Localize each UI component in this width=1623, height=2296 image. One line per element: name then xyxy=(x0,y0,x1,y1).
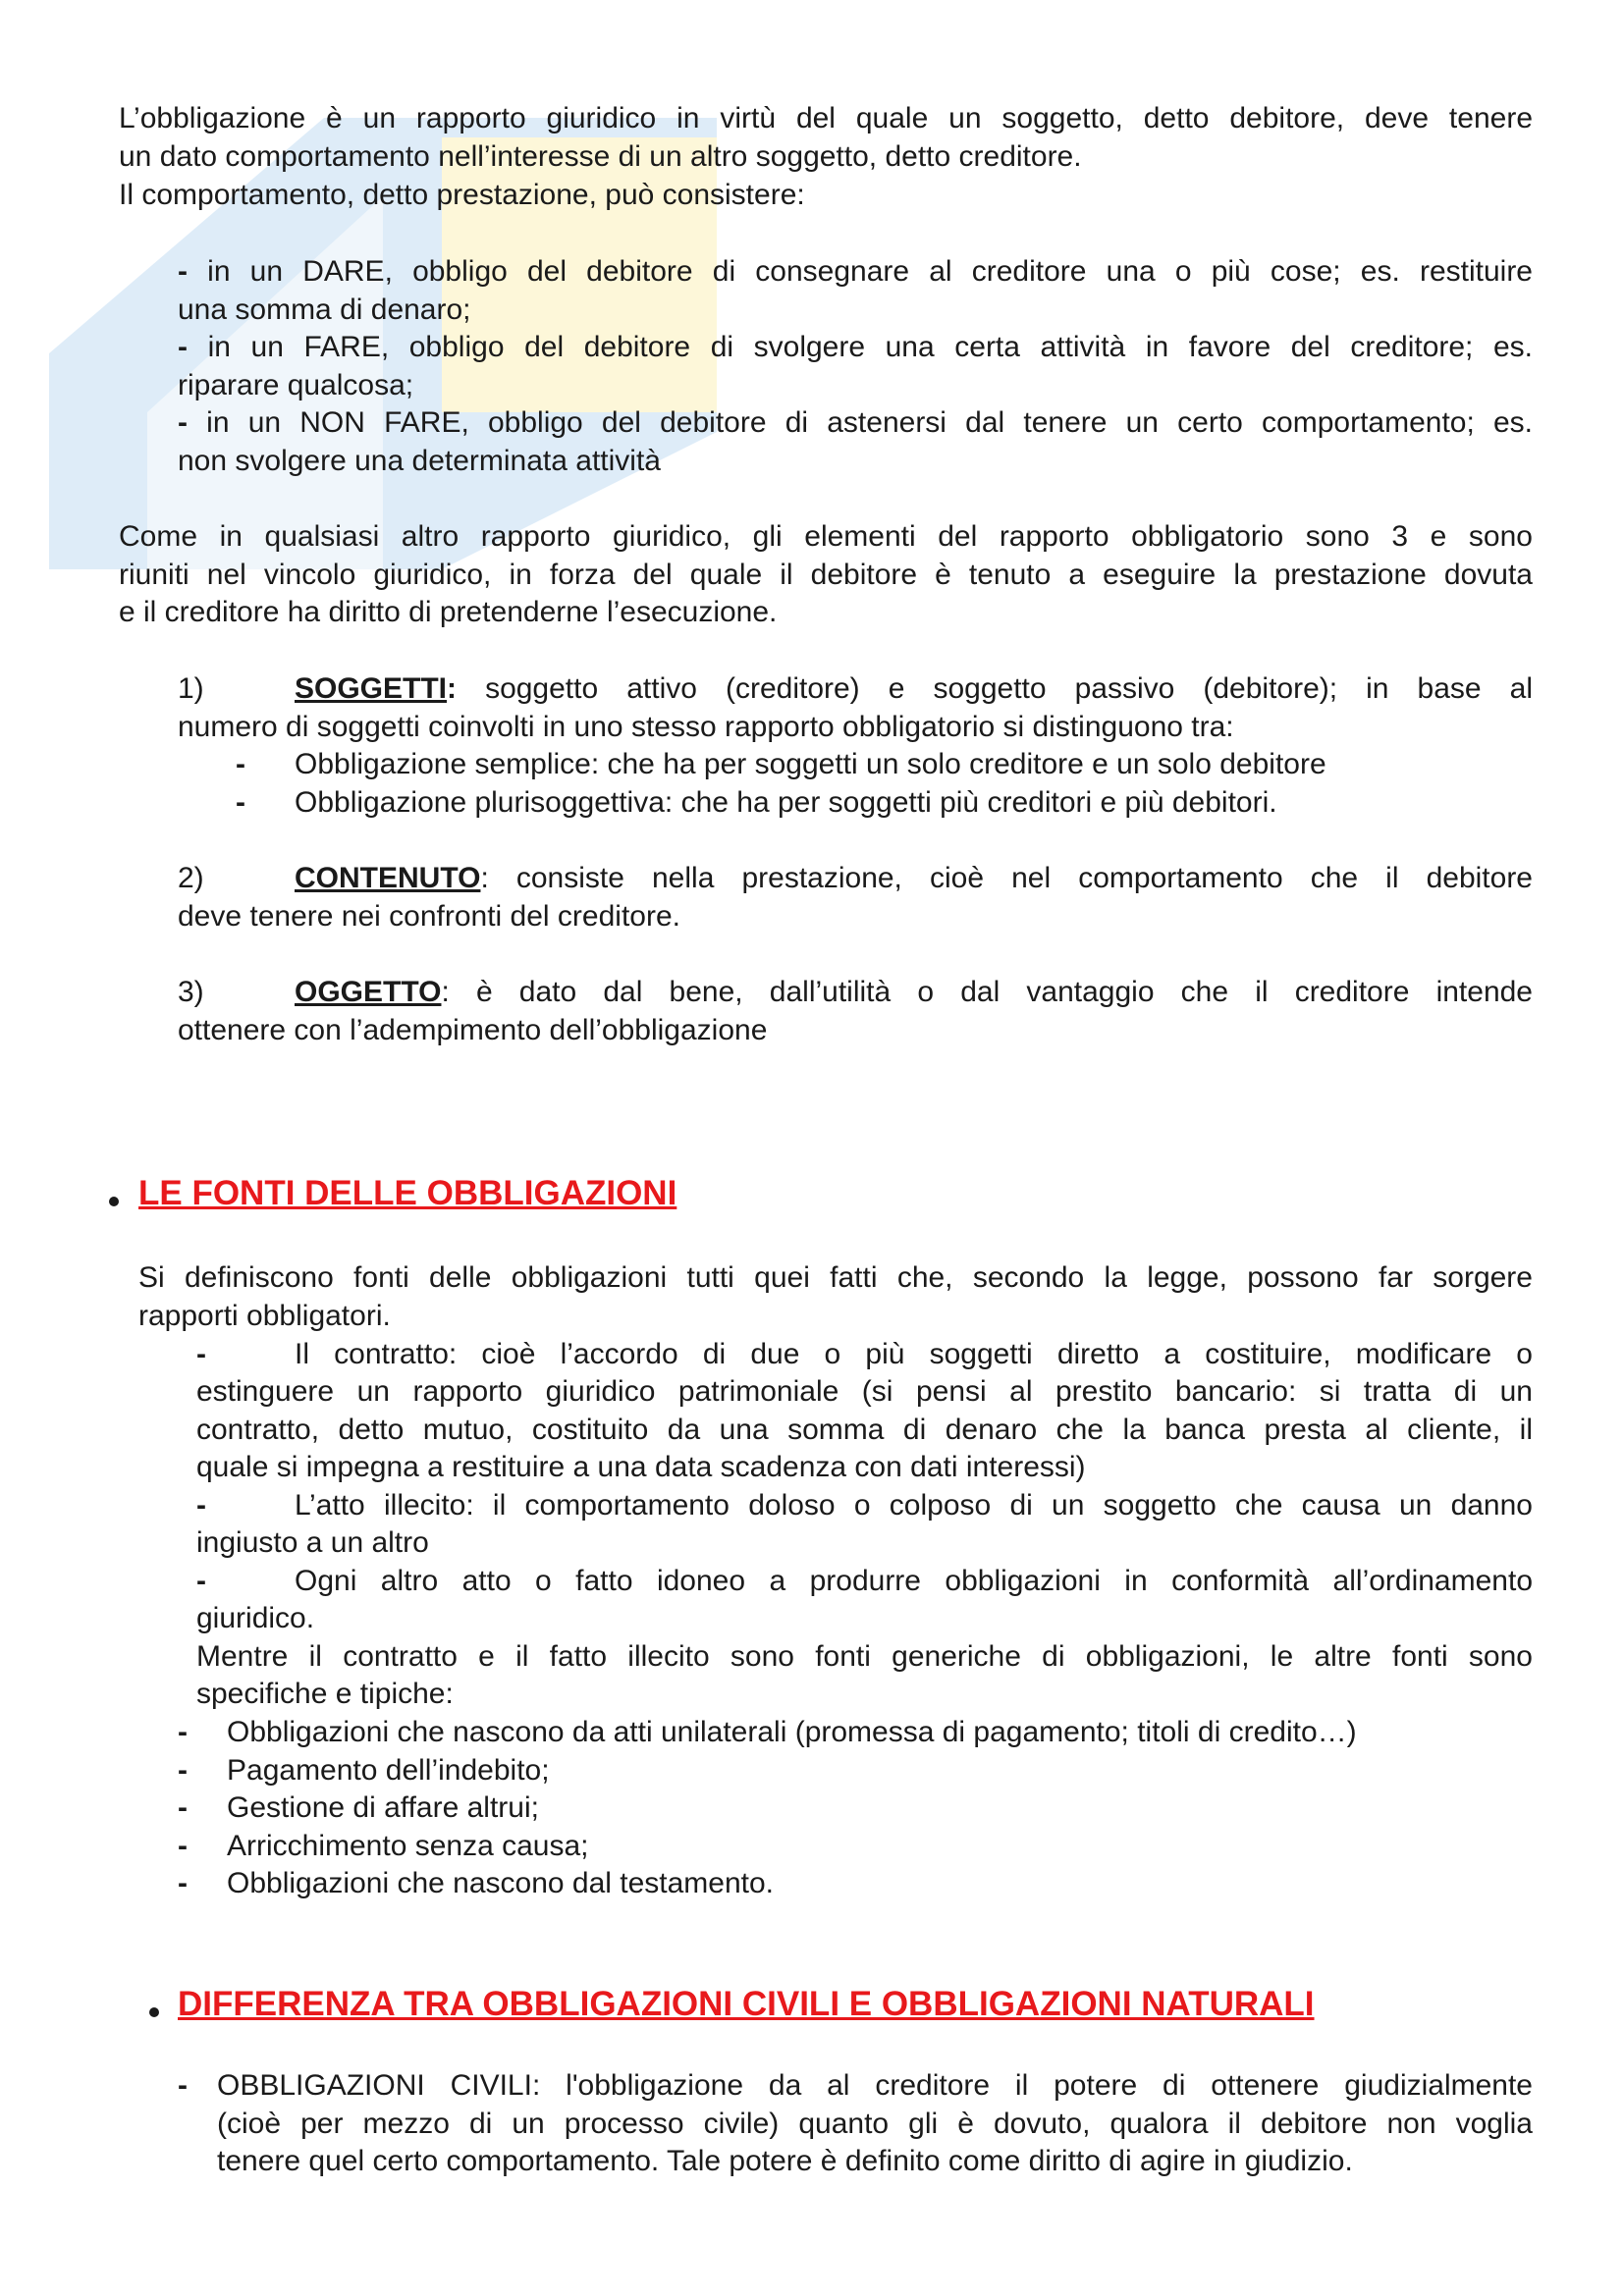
contenuto-number: 2) xyxy=(178,862,204,894)
soggetti-sub-semplice: Obbligazione semplice: che ha per soggetti un solo creditore e un solo debitore xyxy=(295,748,1326,780)
fonti-contratto-line-1: Il contratto: cioè l’accordo di due o più soggetti diretto a costituire, modificare o xyxy=(295,1338,1533,1370)
specifiche-item-unilaterali: Obbligazioni che nascono da atti unilaterali (promessa di pagamento; titoli di credito…) xyxy=(227,1716,1357,1748)
specifiche-dash: - xyxy=(178,1830,188,1862)
fonti-contratto-line-4: quale si impegna a restituire a una data scadenza con dati interessi) xyxy=(196,1451,1086,1483)
fonti-altro-line-2: giuridico. xyxy=(196,1602,315,1634)
soggetti-sub-dash: - xyxy=(236,748,245,780)
intro-line-2: un dato comportamento nell’interesse di un altro soggetto, detto creditore. xyxy=(119,140,1082,173)
prestazione-dare-line-2: una somma di denaro; xyxy=(178,294,471,326)
fonti-intro-line-2: rapporti obbligatori. xyxy=(138,1300,391,1332)
fonti-mentre-line-2: specifiche e tipiche: xyxy=(196,1678,454,1710)
heading-fonti: LE FONTI DELLE OBBLIGAZIONI xyxy=(138,1174,677,1212)
prestazione-fare-line-2: riparare qualcosa; xyxy=(178,369,414,401)
civili-line-2: (cioè per mezzo di un processo civile) quanto gli è dovuto, qualora il debitore non voglia xyxy=(217,2108,1533,2140)
specifiche-dash: - xyxy=(178,1867,188,1899)
contenuto-line-2: deve tenere nei confronti del creditore. xyxy=(178,900,680,933)
elementi-line-3: e il creditore ha diritto di pretenderne l’esecuzione. xyxy=(119,596,778,628)
soggetti-number: 1) xyxy=(178,672,204,705)
specifiche-dash: - xyxy=(178,1754,188,1787)
bullet-dot xyxy=(109,1197,119,1206)
intro-line-1: L’obbligazione è un rapporto giuridico in virtù del quale un soggetto, detto debitore, deve tenere xyxy=(119,102,1533,134)
soggetti-sub-dash: - xyxy=(236,786,245,819)
fonti-illecito-line-2: ingiusto a un altro xyxy=(196,1526,429,1559)
specifiche-item-gestione: Gestione di affare altrui; xyxy=(227,1791,539,1824)
specifiche-item-arricchimento: Arricchimento senza causa; xyxy=(227,1830,589,1862)
heading-differenza: DIFFERENZA TRA OBBLIGAZIONI CIVILI E OBBLIGAZIONI NATURALI xyxy=(178,1985,1315,2023)
civili-line-3: tenere quel certo comportamento. Tale potere è definito come diritto di agire in giudizio. xyxy=(217,2145,1353,2177)
elementi-line-1: Come in qualsiasi altro rapporto giuridico, gli elementi del rapporto obbligatorio sono 3 e sono xyxy=(119,520,1533,553)
fonti-intro-line-1: Si definiscono fonti delle obbligazioni tutti quei fatti che, secondo la legge, possono far sorgere xyxy=(138,1261,1533,1294)
civili-dash: - xyxy=(178,2069,188,2102)
soggetti-line-2: numero di soggetti coinvolti in uno stesso rapporto obbligatorio si distinguono tra: xyxy=(178,711,1234,743)
elementi-line-2: riuniti nel vincolo giuridico, in forza del quale il debitore è tenuto a eseguire la prestazione dovuta xyxy=(119,559,1533,591)
prestazione-nonfare-line-1: - in un NON FARE, obbligo del debitore di astenersi dal tenere un certo comportamento; es. xyxy=(178,406,1533,439)
fonti-altro-line-1: Ogni altro atto o fatto idoneo a produrre obbligazioni in conformità all’ordinamento xyxy=(295,1565,1533,1597)
civili-line-1: OBBLIGAZIONI CIVILI: l'obbligazione da al creditore il potere di ottenere giudizialmente xyxy=(217,2069,1533,2102)
contenuto-line-1: CONTENUTO: consiste nella prestazione, cioè nel comportamento che il debitore xyxy=(295,862,1533,894)
soggetti-line-1: SOGGETTI: soggetto attivo (creditore) e soggetto passivo (debitore); in base al xyxy=(295,672,1533,705)
fonti-item-dash: - xyxy=(196,1565,206,1597)
prestazione-nonfare-line-2: non svolgere una determinata attività xyxy=(178,445,661,477)
intro-line-3: Il comportamento, detto prestazione, può consistere: xyxy=(119,179,805,211)
prestazione-fare-line-1: - in un FARE, obbligo del debitore di svolgere una certa attività in favore del creditore; es. xyxy=(178,331,1533,363)
prestazione-dare-line-1: - in un DARE, obbligo del debitore di consegnare al creditore una o più cose; es. restituire xyxy=(178,255,1533,288)
soggetti-sub-plurisoggettiva: Obbligazione plurisoggettiva: che ha per soggetti più creditori e più debitori. xyxy=(295,786,1277,819)
oggetto-number: 3) xyxy=(178,976,204,1008)
specifiche-dash: - xyxy=(178,1716,188,1748)
bullet-dot xyxy=(149,2007,159,2017)
fonti-contratto-line-3: contratto, detto mutuo, costituito da una somma di denaro che la banca presta al cliente, il xyxy=(196,1414,1533,1446)
specifiche-dash: - xyxy=(178,1791,188,1824)
specifiche-item-testamento: Obbligazioni che nascono dal testamento. xyxy=(227,1867,775,1899)
fonti-item-dash: - xyxy=(196,1489,206,1522)
specifiche-item-indebito: Pagamento dell’indebito; xyxy=(227,1754,550,1787)
fonti-mentre-line-1: Mentre il contratto e il fatto illecito sono fonti generiche di obbligazioni, le altre fonti sono xyxy=(196,1640,1533,1673)
fonti-item-dash: - xyxy=(196,1338,206,1370)
fonti-contratto-line-2: estinguere un rapporto giuridico patrimoniale (si pensi al prestito bancario: si tratta di un xyxy=(196,1375,1533,1408)
oggetto-line-2: ottenere con l’adempimento dell’obbligazione xyxy=(178,1014,768,1046)
fonti-illecito-line-1: L’atto illecito: il comportamento doloso o colposo di un soggetto che causa un danno xyxy=(295,1489,1533,1522)
oggetto-line-1: OGGETTO: è dato dal bene, dall’utilità o dal vantaggio che il creditore intende xyxy=(295,976,1533,1008)
